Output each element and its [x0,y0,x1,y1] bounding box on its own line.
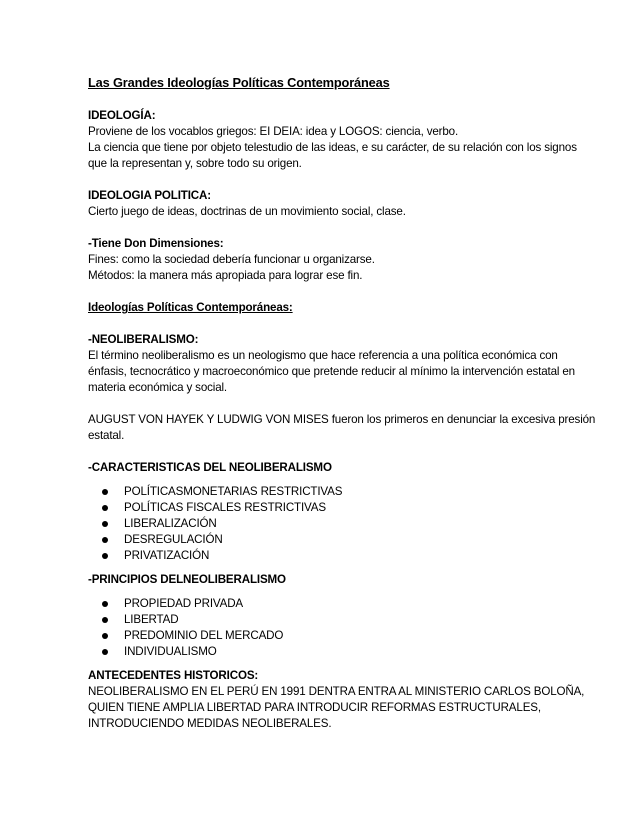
bullet-icon [102,649,108,655]
list-item: PRIVATIZACIÓN [88,548,598,564]
section-neoliberalismo [88,332,598,396]
section-caracteristicas [88,460,598,564]
ideologia-politica-text: Cierto juego de ideas, doctrinas de un movimiento social, clase. [88,205,406,218]
bullet-icon [102,601,108,607]
heading-ideologia-politica: IDEOLOGIA POLITICA: [88,189,211,202]
section-principios [88,572,598,660]
bullet-icon [102,553,108,559]
bullet-icon [102,505,108,511]
bullet-icon [102,537,108,543]
heading-neoliberalismo: -NEOLIBERALISMO: [88,333,199,346]
antecedentes-text: NEOLIBERALISMO EN EL PERÚ EN 1991 DENTRA ENTRA AL MINISTERIO CARLOS BOLOÑA, QUIEN TIENE AMPLIA LIBERTAD PARA INTRODUCIR REFORMAS ESTRUCTURALES, INTRODUCIENDO MEDIDAS NEOLIBERALES. [88,685,585,730]
neoliberalismo-text: El término neoliberalismo es un neologismo que hace referencia a una política económica con énfasis, tecnocrático y macroeconómico que pretende reducir al mínimo la intervención estatal en materia económica y social. [88,349,575,394]
bullet-icon [102,633,108,639]
section-ideologia [88,108,598,172]
bullet-icon [102,617,108,623]
list-item: PROPIEDAD PRIVADA [88,596,598,612]
list-item: DESREGULACIÓN [88,532,598,548]
dimensiones-line-1: Fines: como la sociedad debería funcionar u organizarse. [88,253,375,266]
caracteristicas-list [88,484,598,564]
ideologia-line-2: La ciencia que tiene por objeto telestudio de las ideas, e su carácter, de su relación con los signos que la representan y, sobre todo su origen. [88,141,577,170]
heading-dimensiones: -Tiene Don Dimensiones: [88,237,224,250]
section-contemporaneas [88,300,598,316]
section-hayek [88,412,598,444]
ideologia-line-1: Proviene de los vocablos griegos: EI DEIA: idea y LOGOS: ciencia, verbo. [88,125,459,138]
document-title: Las Grandes Ideologías Políticas Contemporáneas [88,75,390,90]
heading-caracteristicas: -CARACTERISTICAS DEL NEOLIBERALISMO [88,461,332,474]
dimensiones-line-2: Métodos: la manera más apropiada para lograr ese fin. [88,269,363,282]
list-item: POLÍTICASMONETARIAS RESTRICTIVAS [88,484,598,500]
heading-ideologia: IDEOLOGÍA: [88,109,156,122]
list-item: LIBERALIZACIÓN [88,516,598,532]
bullet-icon [102,489,108,495]
list-item: INDIVIDUALISMO [88,644,598,660]
list-item: PREDOMINIO DEL MERCADO [88,628,598,644]
bullet-icon [102,521,108,527]
list-item: POLÍTICAS FISCALES RESTRICTIVAS [88,500,598,516]
section-antecedentes [88,668,598,732]
heading-antecedentes: ANTECEDENTES HISTORICOS: [88,669,259,682]
principios-list [88,596,598,660]
list-item: LIBERTAD [88,612,598,628]
heading-principios: -PRINCIPIOS DELNEOLIBERALISMO [88,573,286,586]
heading-contemporaneas: Ideologías Políticas Contemporáneas: [88,301,293,314]
section-dimensiones [88,236,598,284]
hayek-text: AUGUST VON HAYEK Y LUDWIG VON MISES fueron los primeros en denunciar la excesiva presión estatal. [88,413,596,442]
section-ideologia-politica [88,188,598,220]
